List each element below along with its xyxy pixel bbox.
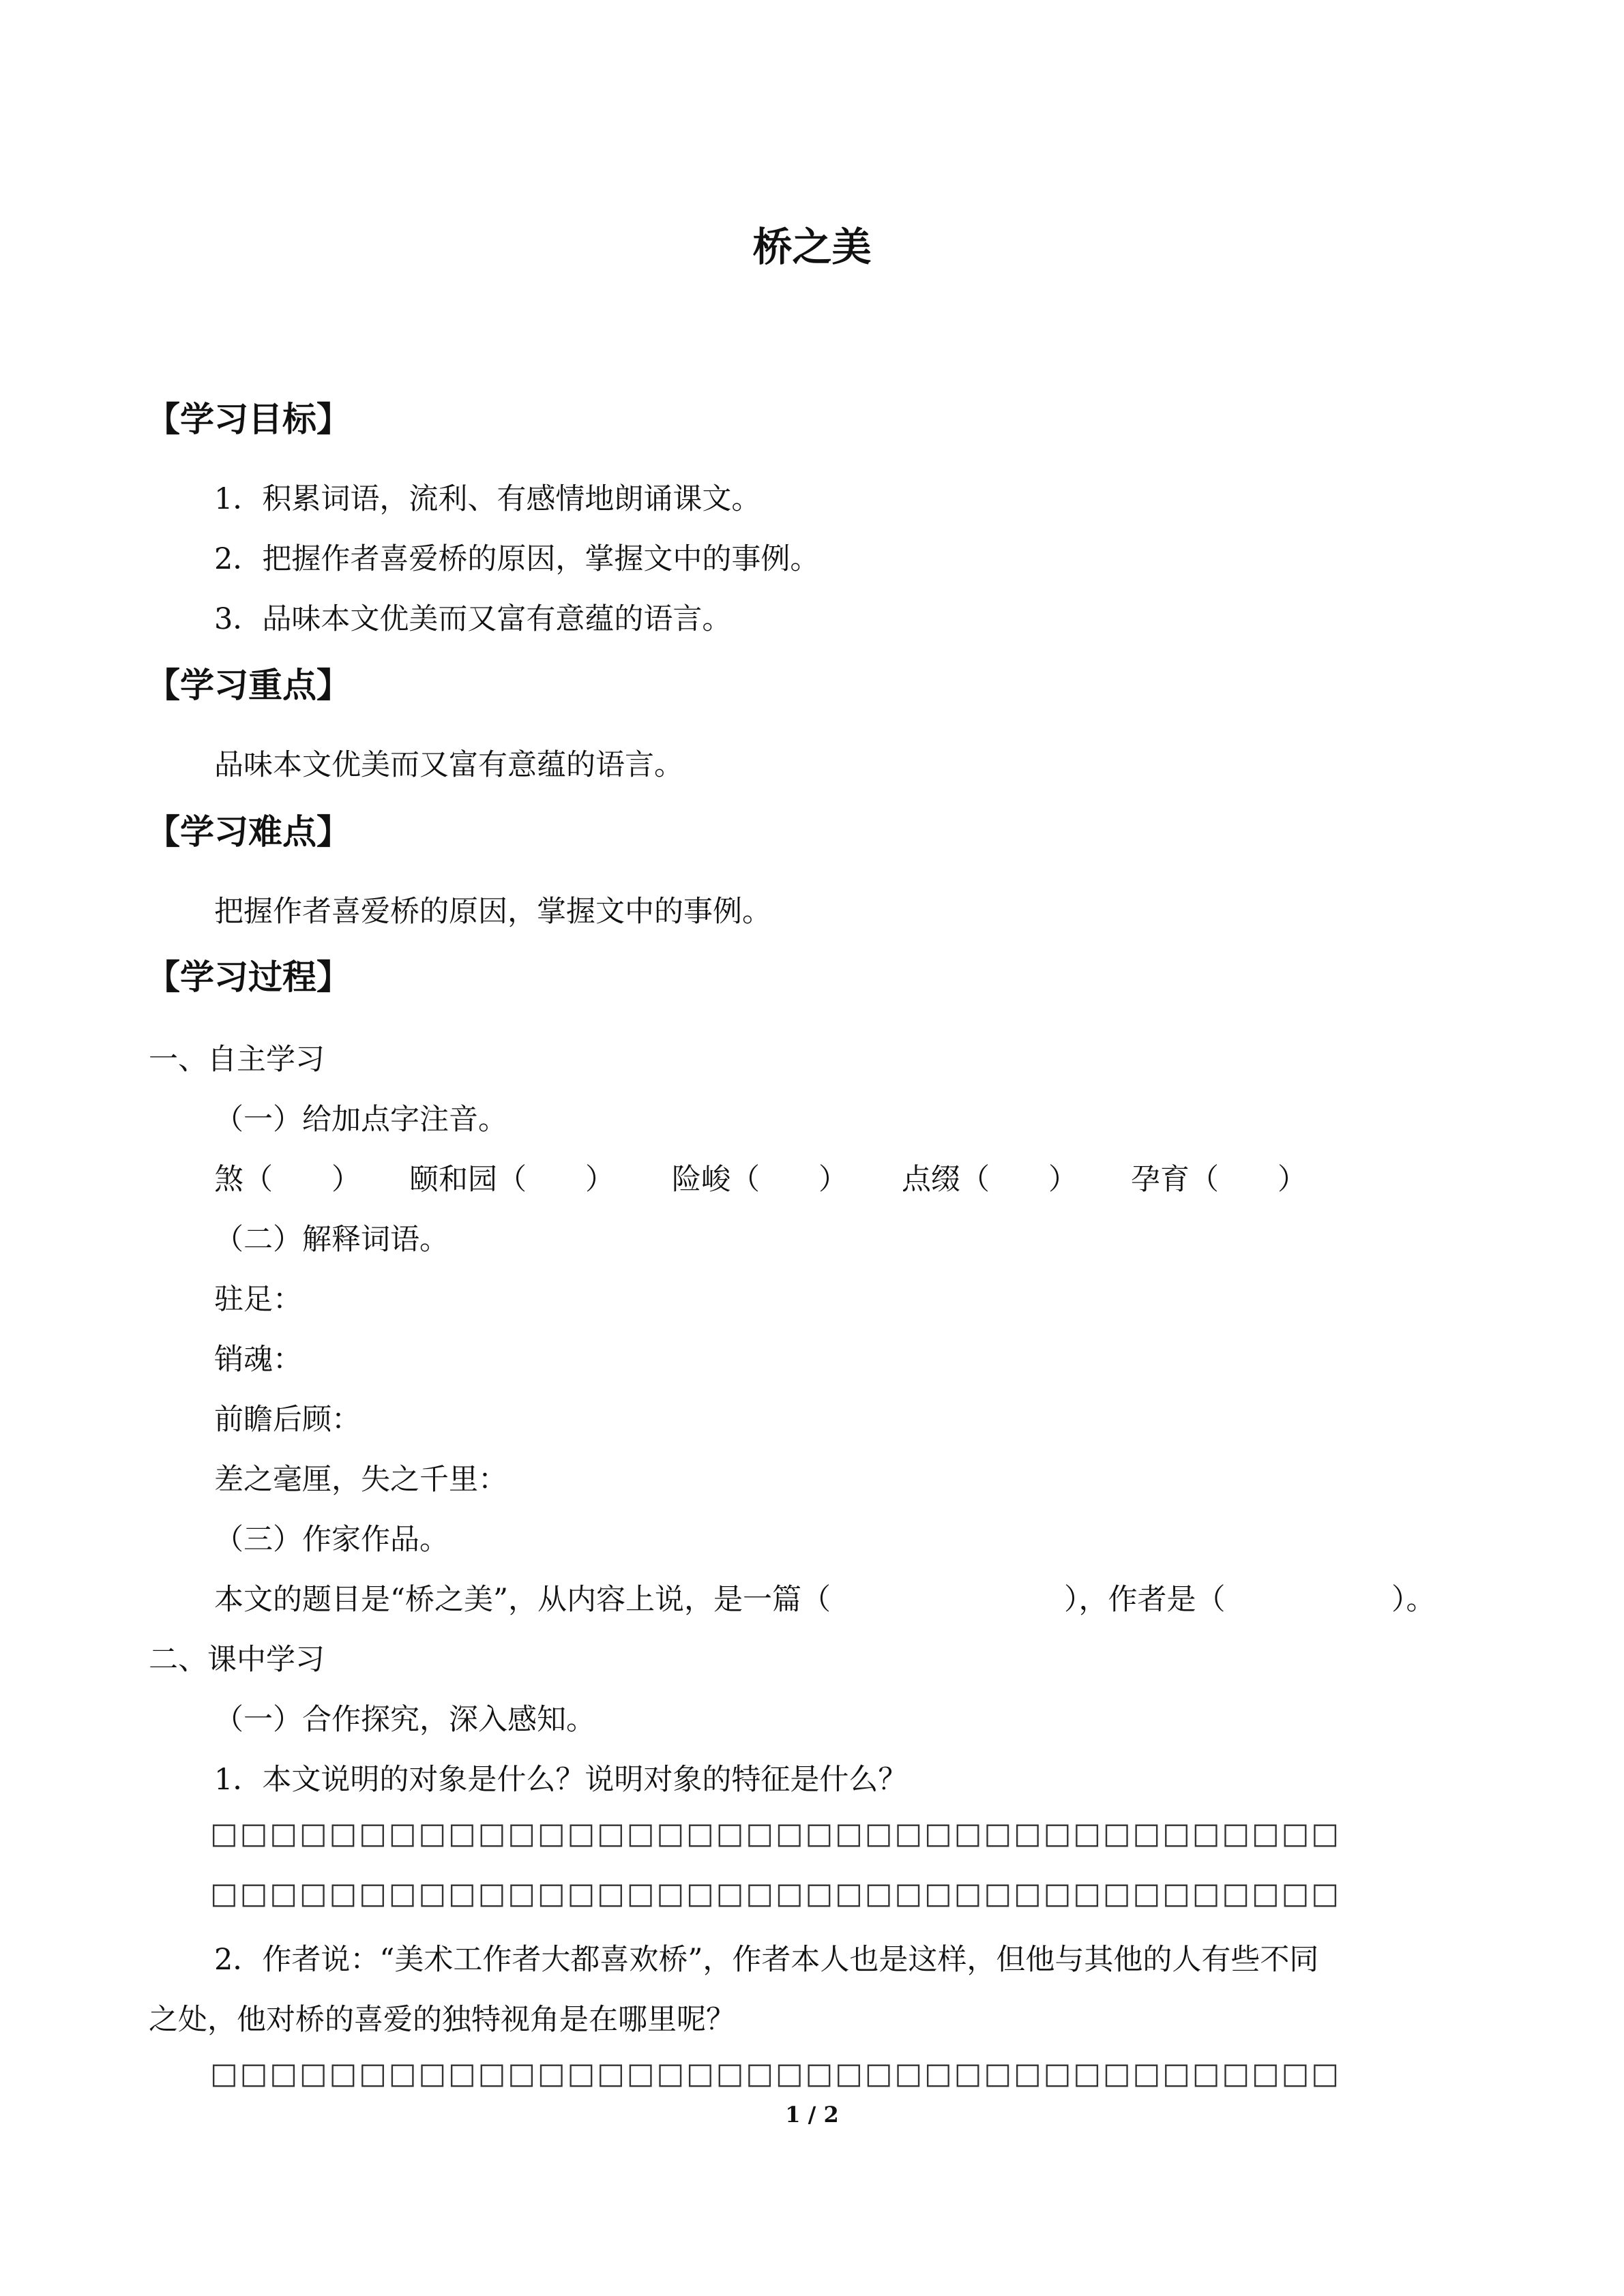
- goal-item: 3．品味本文优美而又富有意蕴的语言。: [214, 602, 732, 636]
- term-item: 前瞻后顾：: [214, 1403, 361, 1437]
- pinyin-item: 煞（ ）: [214, 1163, 361, 1197]
- self-study-heading: 一、自主学习: [149, 1043, 325, 1077]
- answer-boxes[interactable]: □□□□□□□□□□□□□□□□□□□□□□□□□□□□□□□□□□□□□□: [210, 1877, 1341, 1911]
- key-text: 品味本文优美而又富有意蕴的语言。: [214, 748, 683, 782]
- goals-heading: 【学习目标】: [146, 400, 351, 439]
- self-study-part2: （二）解释词语。: [214, 1223, 449, 1257]
- page-title: 桥之美: [752, 224, 872, 270]
- question-2-line1: 2．作者说：“美术工作者大都喜欢桥”，作者本人也是这样，但他与其他的人有些不同: [214, 1943, 1319, 1977]
- goal-item: 2．把握作者喜爱桥的原因，掌握文中的事例。: [214, 542, 820, 576]
- key-heading: 【学习重点】: [146, 666, 351, 705]
- self-study-part3: （三）作家作品。: [214, 1523, 449, 1557]
- term-item: 驻足：: [214, 1283, 302, 1317]
- works-question-c: ）。: [1391, 1583, 1436, 1617]
- process-heading: 【学习过程】: [146, 957, 351, 997]
- class-study-heading: 二、课中学习: [149, 1643, 325, 1677]
- pinyin-item: 颐和园（ ）: [409, 1163, 615, 1197]
- question-1: 1．本文说明的对象是什么？说明对象的特征是什么？: [214, 1763, 908, 1797]
- works-question-b: ），作者是（: [1064, 1583, 1226, 1617]
- goal-item: 1．积累词语，流利、有感情地朗诵课文。: [214, 482, 761, 516]
- answer-boxes[interactable]: □□□□□□□□□□□□□□□□□□□□□□□□□□□□□□□□□□□□□□: [210, 2057, 1341, 2091]
- works-question-a: 本文的题目是“桥之美”，从内容上说，是一篇（: [214, 1583, 831, 1617]
- difficult-text: 把握作者喜爱桥的原因，掌握文中的事例。: [214, 895, 771, 929]
- question-2-line2: 之处，他对桥的喜爱的独特视角是在哪里呢？: [149, 2003, 735, 2037]
- pinyin-item: 点缀（ ）: [902, 1163, 1078, 1197]
- class-study-part1: （一）合作探究，深入感知。: [214, 1703, 595, 1737]
- term-item: 销魂：: [214, 1343, 302, 1377]
- page-number: 1 / 2: [785, 2102, 839, 2128]
- pinyin-item: 孕育（ ）: [1131, 1163, 1307, 1197]
- difficult-heading: 【学习难点】: [146, 812, 351, 852]
- answer-boxes[interactable]: □□□□□□□□□□□□□□□□□□□□□□□□□□□□□□□□□□□□□□: [210, 1817, 1341, 1851]
- pinyin-item: 险峻（ ）: [672, 1163, 848, 1197]
- self-study-part1: （一）给加点字注音。: [214, 1103, 507, 1137]
- term-item: 差之毫厘，失之千里：: [214, 1463, 507, 1497]
